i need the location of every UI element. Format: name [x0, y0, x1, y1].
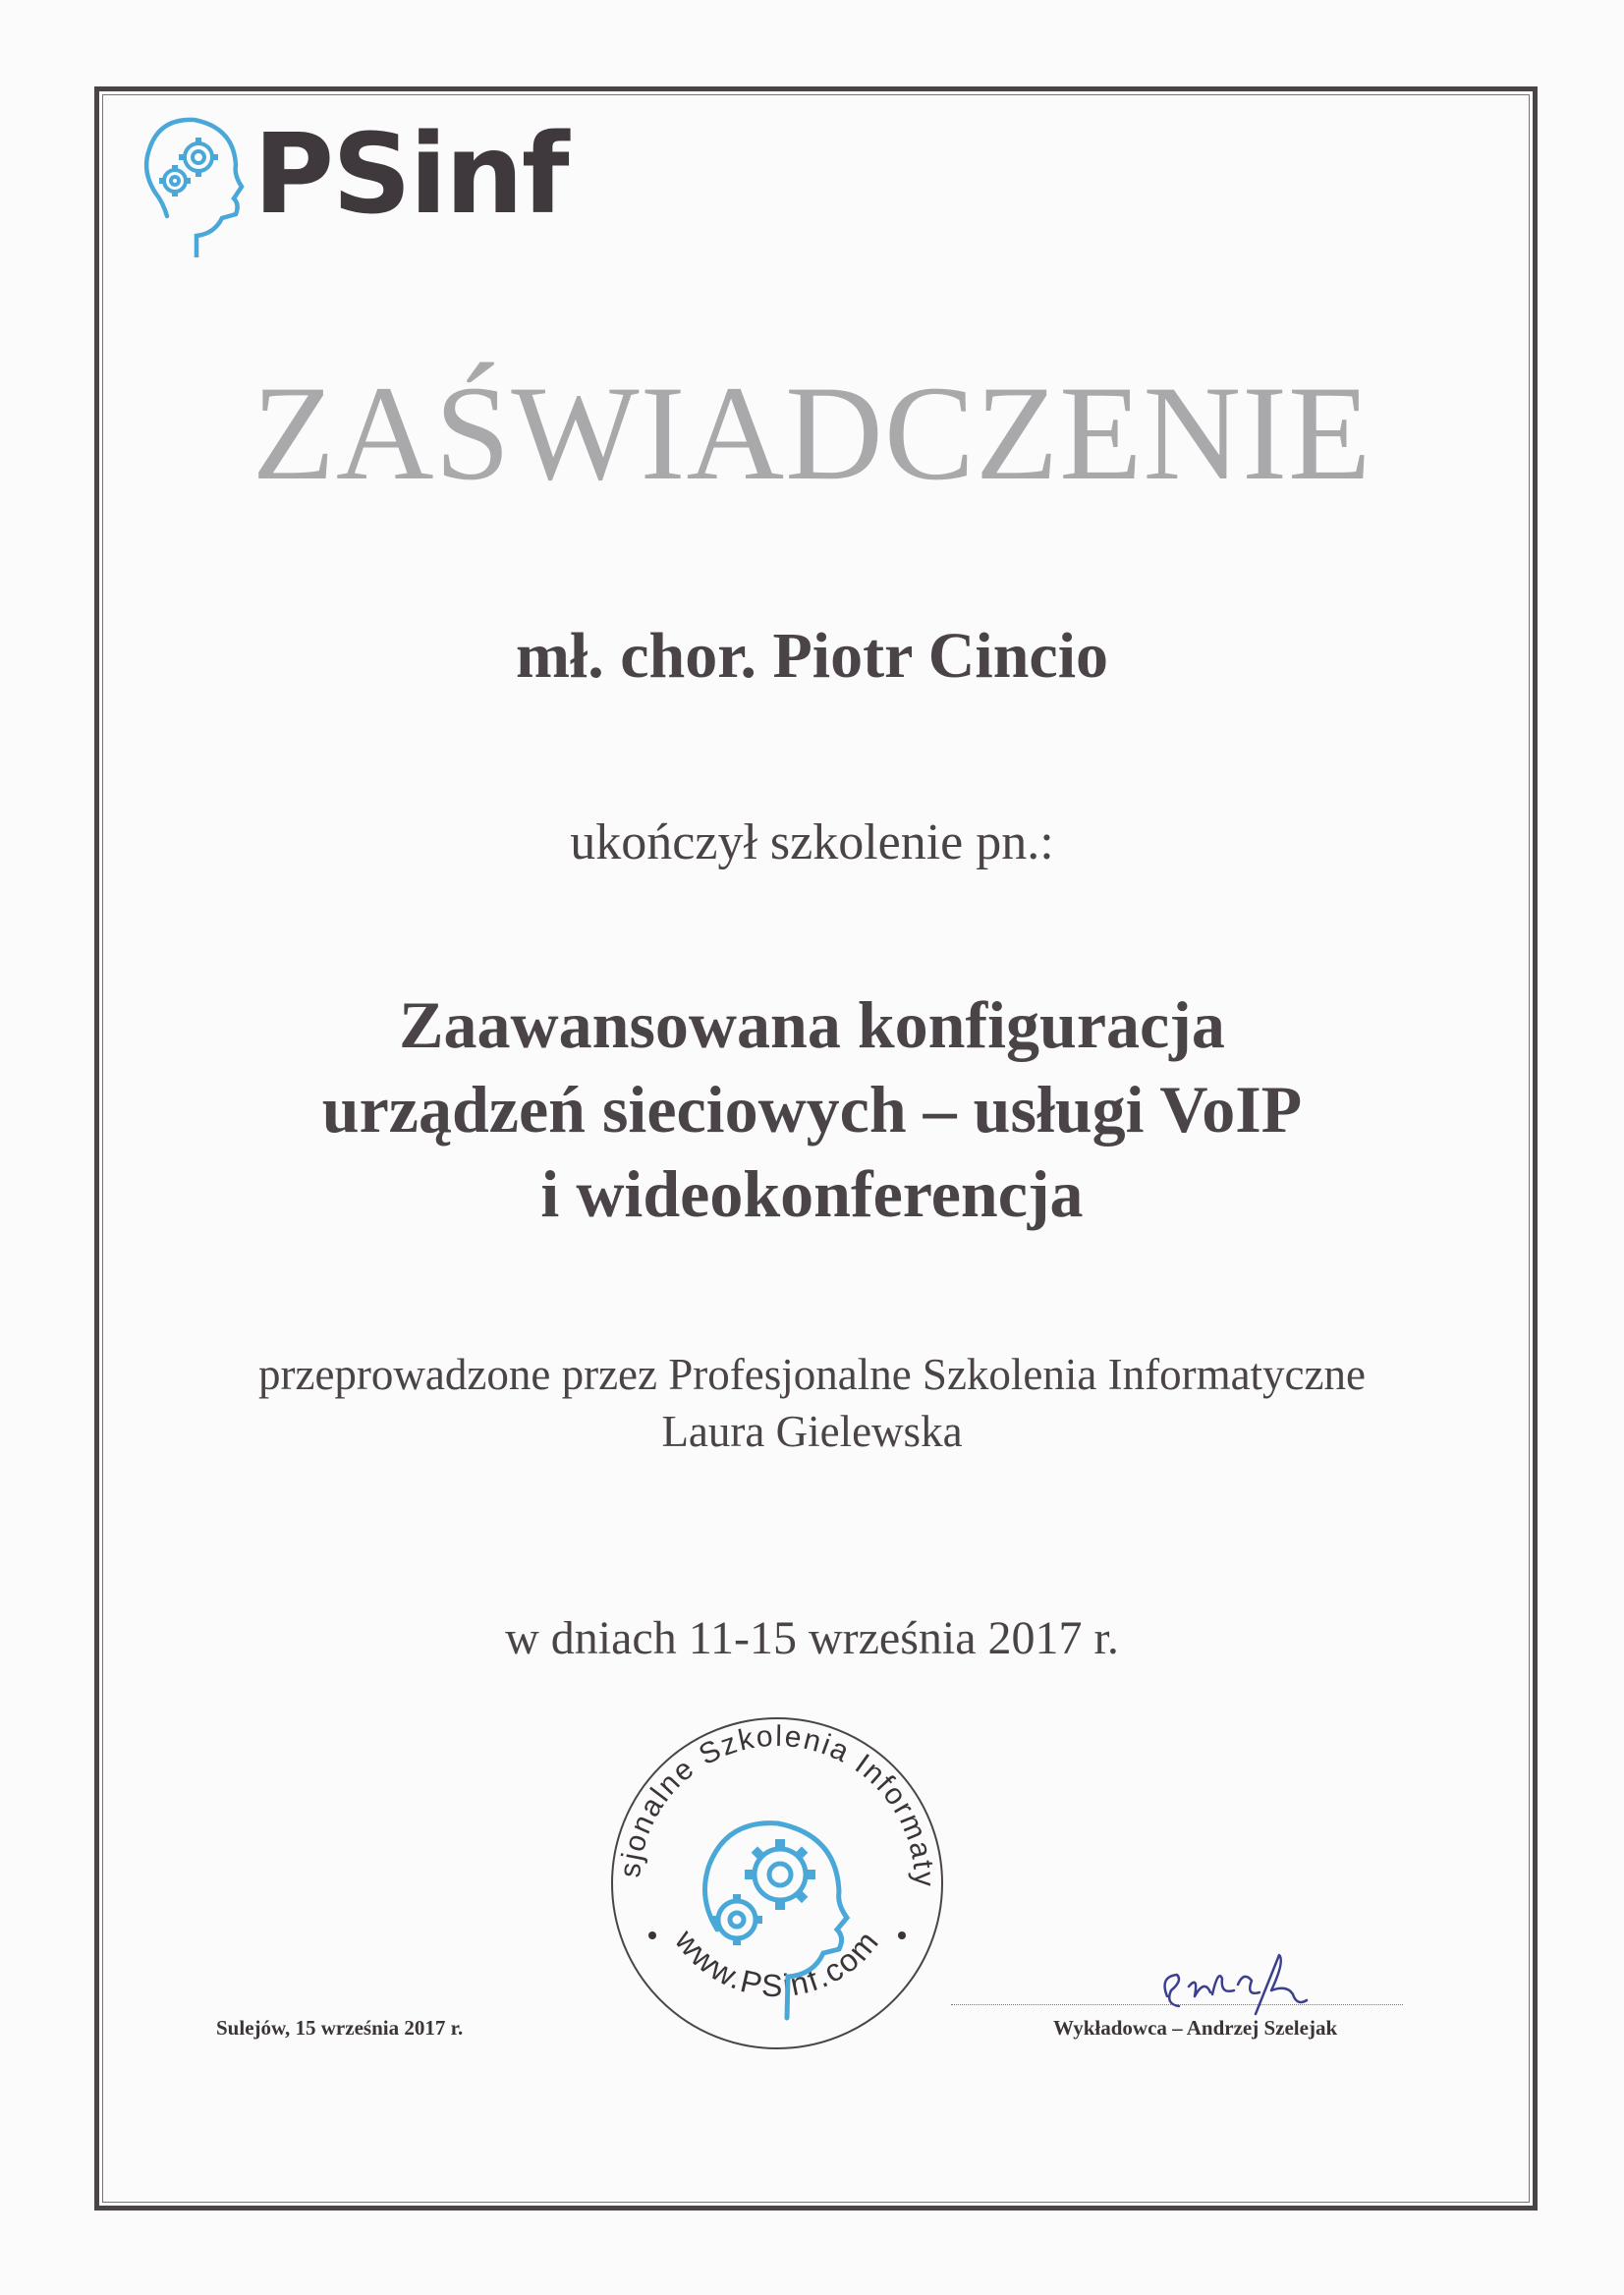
- organizer-line-2: Laura Gielewska: [661, 1407, 963, 1456]
- stamp-bottom-text: www.PSinf.com: [668, 1923, 886, 2004]
- course-line-1: Zaawansowana konfiguracja: [399, 987, 1225, 1062]
- company-stamp: [605, 1711, 949, 2055]
- stamp-seal-icon: [605, 1711, 949, 2055]
- logo-text: PSinf: [253, 111, 568, 239]
- course-dates: w dniach 11-15 września 2017 r.: [505, 1612, 1119, 1664]
- course-line-2: urządzeń sieciowych – usługi VoIP: [321, 1072, 1303, 1147]
- certificate-title: ZAŚWIADCZENIE: [252, 358, 1372, 508]
- head-gears-icon: [138, 110, 255, 257]
- handwritten-signature-icon: [1149, 1935, 1346, 2024]
- svg-text:Profesjonalne Szkolenia Inform: [605, 1711, 940, 1888]
- psinf-logo: [138, 110, 568, 257]
- stamp-ring-text: sjonalne Szkolenia Informaty: [613, 1719, 941, 1889]
- lecturer-name: Wykładowca – Andrzej Szelejak: [1053, 2016, 1338, 2040]
- organizer: [0, 1346, 1624, 1460]
- svg-text:www.PSinf.com: [668, 1923, 886, 2004]
- place-and-date: Sulejów, 15 września 2017 r.: [216, 2016, 464, 2040]
- course-title: [0, 982, 1624, 1236]
- course-line-3: i wideokonferencja: [540, 1156, 1084, 1231]
- organizer-line-1: przeprowadzone przez Profesjonalne Szkolenia Informatyczne: [258, 1350, 1366, 1399]
- recipient-name: mł. chor. Piotr Cincio: [515, 620, 1109, 692]
- completed-text: ukończył szkolenie pn.:: [570, 814, 1054, 870]
